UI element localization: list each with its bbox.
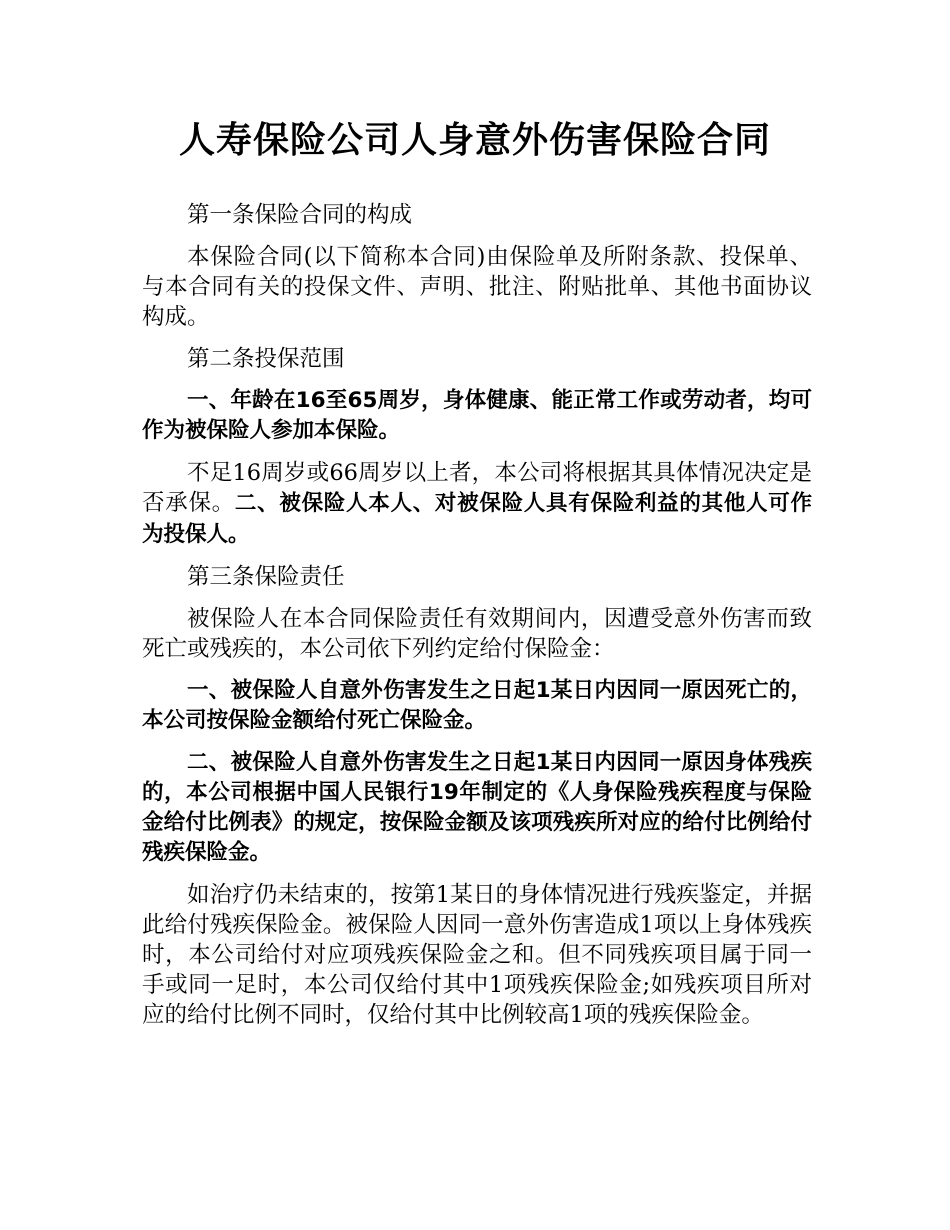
document-body [142,200,812,1042]
article-2-item-2: 二、被保险人本人、对被保险人具有保险利益的其他人可作为投保人。 [142,491,812,547]
article-2-item-1: 一、年龄在16至65周岁，身体健康、能正常工作或劳动者，均可作为被保险人参加本保险。 [142,388,812,443]
article-3-heading: 第三条保险责任 [187,564,345,590]
article-2-item-1-note-text: 不足16周岁或66周岁以上者，本公司将根据其具体情况决定是否承保。 [142,460,812,516]
article-3-intro: 被保险人在本合同保险责任有效期间内，因遭受意外伤害而致死亡或残疾的，本公司依下列约定给付保险金： [142,606,812,662]
article-3-item-2: 二、被保险人自意外伤害发生之日起1某日内因同一原因身体残疾的，本公司根据中国人民银行19年制定的《人身保险残疾程度与保险金给付比例表》的规定，按保险金额及该项残疾所对应的给付比例给付残疾保险金。 [142,750,812,865]
article-2-item-1-note [142,458,812,550]
article-1-heading: 第一条保险合同的构成 [187,202,413,228]
article-1-text: 本保险合同(以下简称本合同)由保险单及所附条款、投保单、与本合同有关的投保文件、声明、批注、附贴批单、其他书面协议构成。 [142,244,812,330]
article-3-item-2-note: 如治疗仍未结束的，按第1某日的身体情况进行残疾鉴定，并据此给付残疾保险金。被保险人因同一意外伤害造成1项以上身体残疾时，本公司给付对应项残疾保险金之和。但不同残疾项目属于同一手或同一足时，本公司仅给付其中1项残疾保险金;如残疾项目所对应的给付比例不同时，仅给付其中比例较高1项的残疾保险金。 [142,882,812,1028]
document-title: 人寿保险公司人身意外伤害保险合同 [178,120,771,161]
article-2-heading: 第二条投保范围 [187,346,345,372]
article-3-item-1: 一、被保险人自意外伤害发生之日起1某日内因同一原因死亡的，本公司按保险金额给付死亡保险金。 [142,678,812,733]
